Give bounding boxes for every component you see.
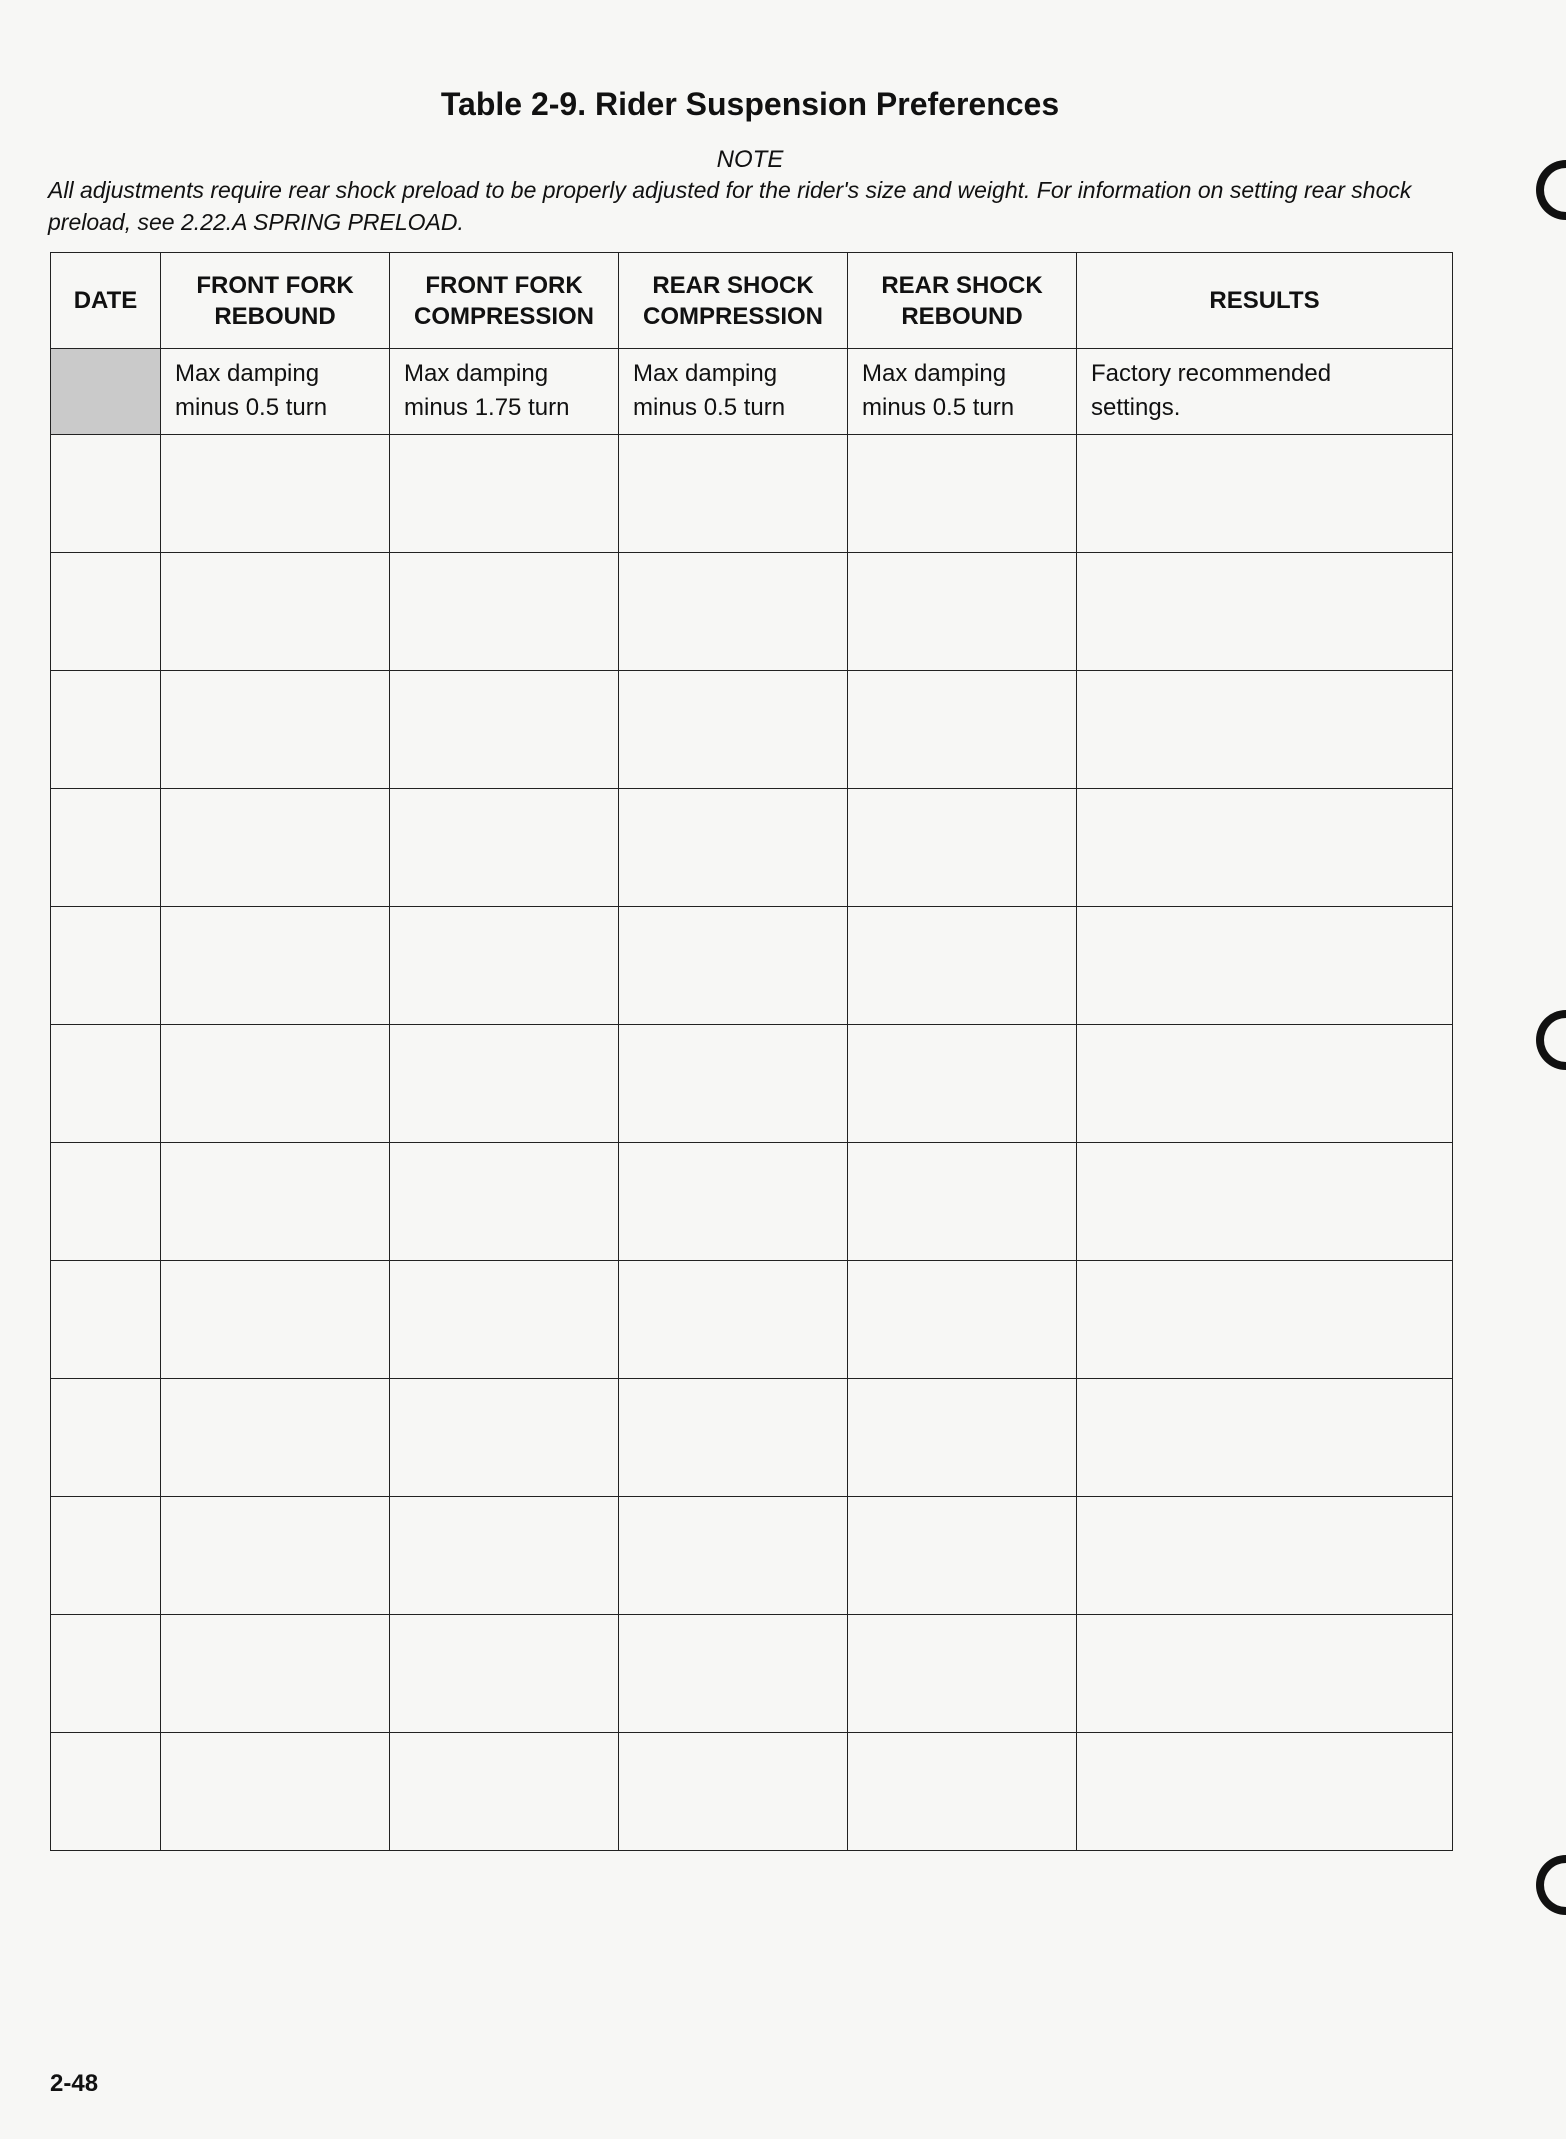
front-fork-rebound-cell <box>161 907 390 1025</box>
front-fork-compression-cell: Max damping minus 1.75 turn <box>390 349 619 435</box>
rear-shock-compression-cell <box>619 907 848 1025</box>
date-cell <box>51 435 161 553</box>
front-fork-rebound-cell <box>161 671 390 789</box>
results-cell <box>1077 671 1453 789</box>
rear-shock-rebound-cell <box>848 1615 1077 1733</box>
front-fork-compression-cell <box>390 1615 619 1733</box>
note-label: NOTE <box>716 146 784 173</box>
rear-shock-rebound-cell <box>848 1025 1077 1143</box>
table-row <box>51 1733 1453 1851</box>
rear-shock-compression-cell <box>619 671 848 789</box>
front-fork-rebound-cell <box>161 1615 390 1733</box>
note-text: All adjustments require rear shock preload to be properly adjusted for the rider's size and weight. For information on setting rear shock preload, see 2.22.A SPRING PRELOAD. <box>48 177 1412 235</box>
rear-shock-rebound-cell <box>848 1379 1077 1497</box>
front-fork-compression-cell <box>390 789 619 907</box>
rear-shock-rebound-cell <box>848 907 1077 1025</box>
front-fork-rebound-cell <box>161 1733 390 1851</box>
results-cell <box>1077 1733 1453 1851</box>
table-title: Table 2-9. Rider Suspension Preferences <box>440 86 1060 122</box>
rear-shock-compression-cell: Max damping minus 0.5 turn <box>619 349 848 435</box>
front-fork-rebound-cell <box>161 1143 390 1261</box>
rear-shock-compression-cell <box>619 553 848 671</box>
rear-shock-compression-cell <box>619 435 848 553</box>
table-row <box>51 1143 1453 1261</box>
table-row <box>51 1025 1453 1143</box>
header-rear-shock-rebound: REAR SHOCK REBOUND <box>848 253 1077 349</box>
rear-shock-rebound-cell <box>848 671 1077 789</box>
results-cell <box>1077 1615 1453 1733</box>
suspension-preferences-table <box>50 252 1453 1851</box>
date-cell <box>51 1497 161 1615</box>
rear-shock-compression-cell <box>619 1261 848 1379</box>
front-fork-rebound-cell <box>161 435 390 553</box>
results-cell <box>1077 1379 1453 1497</box>
results-cell <box>1077 789 1453 907</box>
front-fork-compression-cell <box>390 1733 619 1851</box>
table-row <box>51 1379 1453 1497</box>
results-cell <box>1077 553 1453 671</box>
page-number: 2-48 <box>50 2070 99 2097</box>
results-cell <box>1077 1497 1453 1615</box>
rear-shock-rebound-cell: Max damping minus 0.5 turn <box>848 349 1077 435</box>
results-cell <box>1077 907 1453 1025</box>
front-fork-compression-cell <box>390 1025 619 1143</box>
rear-shock-compression-cell <box>619 1615 848 1733</box>
rear-shock-compression-cell <box>619 1025 848 1143</box>
front-fork-compression-cell <box>390 435 619 553</box>
table-row <box>51 1497 1453 1615</box>
table-row <box>51 1615 1453 1733</box>
rear-shock-rebound-cell <box>848 1143 1077 1261</box>
date-cell <box>51 1379 161 1497</box>
table-row <box>51 671 1453 789</box>
table-row <box>51 1261 1453 1379</box>
front-fork-compression-cell <box>390 1497 619 1615</box>
front-fork-rebound-cell <box>161 789 390 907</box>
front-fork-compression-cell <box>390 907 619 1025</box>
table-row <box>51 435 1453 553</box>
front-fork-rebound-cell <box>161 1379 390 1497</box>
date-cell <box>51 1733 161 1851</box>
rear-shock-compression-cell <box>619 1379 848 1497</box>
header-row <box>51 253 1453 349</box>
table-row <box>51 553 1453 671</box>
date-cell <box>51 789 161 907</box>
binder-hole <box>1536 160 1566 220</box>
results-cell <box>1077 435 1453 553</box>
rear-shock-rebound-cell <box>848 1261 1077 1379</box>
date-cell <box>51 349 161 435</box>
date-cell <box>51 1615 161 1733</box>
front-fork-rebound-cell <box>161 1497 390 1615</box>
front-fork-compression-cell <box>390 553 619 671</box>
date-cell <box>51 553 161 671</box>
date-cell <box>51 1261 161 1379</box>
table-row <box>51 789 1453 907</box>
header-date: DATE <box>51 253 161 349</box>
rear-shock-compression-cell <box>619 1733 848 1851</box>
front-fork-rebound-cell: Max damping minus 0.5 turn <box>161 349 390 435</box>
rear-shock-rebound-cell <box>848 435 1077 553</box>
front-fork-compression-cell <box>390 1261 619 1379</box>
binder-hole <box>1536 1010 1566 1070</box>
rear-shock-compression-cell <box>619 1143 848 1261</box>
header-results: RESULTS <box>1077 253 1453 349</box>
date-cell <box>51 1143 161 1261</box>
front-fork-compression-cell <box>390 671 619 789</box>
front-fork-rebound-cell <box>161 553 390 671</box>
rear-shock-rebound-cell <box>848 789 1077 907</box>
date-cell <box>51 907 161 1025</box>
front-fork-rebound-cell <box>161 1261 390 1379</box>
results-cell: Factory recommended settings. <box>1077 349 1453 435</box>
rear-shock-rebound-cell <box>848 1497 1077 1615</box>
table-row <box>51 907 1453 1025</box>
binder-hole <box>1536 1855 1566 1915</box>
date-cell <box>51 1025 161 1143</box>
header-front-fork-compression: FRONT FORK COMPRESSION <box>390 253 619 349</box>
results-cell <box>1077 1261 1453 1379</box>
front-fork-rebound-cell <box>161 1025 390 1143</box>
rear-shock-compression-cell <box>619 789 848 907</box>
table-row <box>51 349 1453 435</box>
rear-shock-rebound-cell <box>848 553 1077 671</box>
results-cell <box>1077 1143 1453 1261</box>
front-fork-compression-cell <box>390 1379 619 1497</box>
date-cell <box>51 671 161 789</box>
rear-shock-rebound-cell <box>848 1733 1077 1851</box>
results-cell <box>1077 1025 1453 1143</box>
front-fork-compression-cell <box>390 1143 619 1261</box>
rear-shock-compression-cell <box>619 1497 848 1615</box>
header-rear-shock-compression: REAR SHOCK COMPRESSION <box>619 253 848 349</box>
header-front-fork-rebound: FRONT FORK REBOUND <box>161 253 390 349</box>
